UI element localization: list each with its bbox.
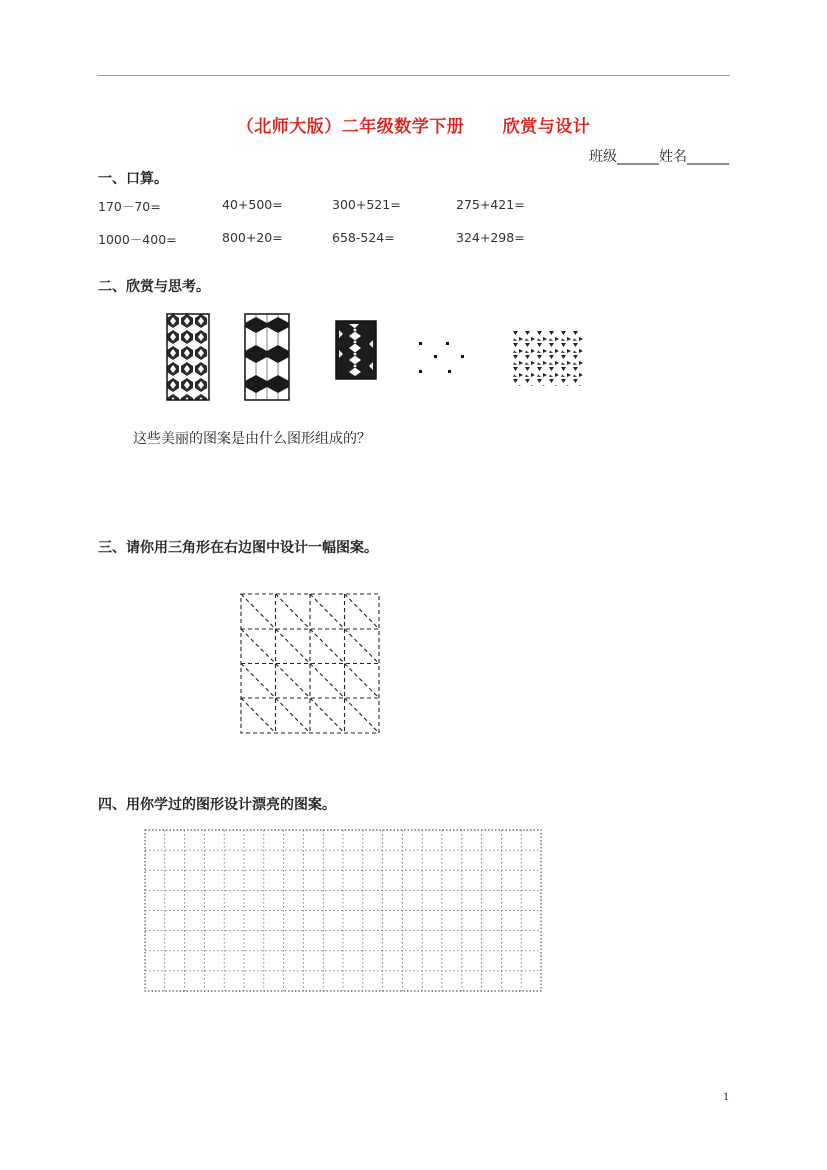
section3-heading: 三、请你用三角形在右边图中设计一幅图案。 (98, 540, 378, 556)
page-title: （北师大版）二年级数学下册 欣赏与设计 (236, 117, 591, 137)
arith-2-3: 658-524= (332, 230, 395, 245)
section1-heading: 一、口算。 (98, 171, 168, 187)
class-label: 班级 (589, 149, 617, 165)
arith-1-2: 40+500= (222, 197, 283, 212)
section2-question: 这些美丽的图案是由什么图形组成的？ (133, 431, 371, 447)
class-blank[interactable]: ______ (617, 149, 659, 165)
arith-1-1: 170－70= (98, 199, 161, 214)
arith-2-1: 1000－400= (98, 232, 177, 247)
pattern-dots-image (415, 340, 467, 376)
pattern-diamond-image (244, 313, 290, 401)
arith-2-2: 800+20= (222, 230, 283, 245)
class-name-line (589, 146, 729, 166)
header-rule (97, 75, 730, 76)
page-number: 1 (723, 1089, 729, 1103)
section2-heading: 二、欣赏与思考。 (98, 279, 210, 295)
name-label: 姓名 (659, 149, 687, 165)
triangle-grid-drawing-area[interactable] (240, 593, 382, 735)
name-blank[interactable]: ______ (687, 149, 729, 165)
pattern-zigzag-image (335, 320, 377, 380)
arith-1-3: 300+521= (332, 197, 401, 212)
arith-2-4: 324+298= (456, 230, 525, 245)
section4-heading: 四、用你学过的图形设计漂亮的图案。 (98, 797, 336, 813)
pattern-triangle-image (512, 330, 586, 388)
arith-1-4: 275+421= (456, 197, 525, 212)
pattern-hexagon-image (166, 313, 210, 401)
dotted-grid-drawing-area[interactable] (144, 829, 544, 994)
